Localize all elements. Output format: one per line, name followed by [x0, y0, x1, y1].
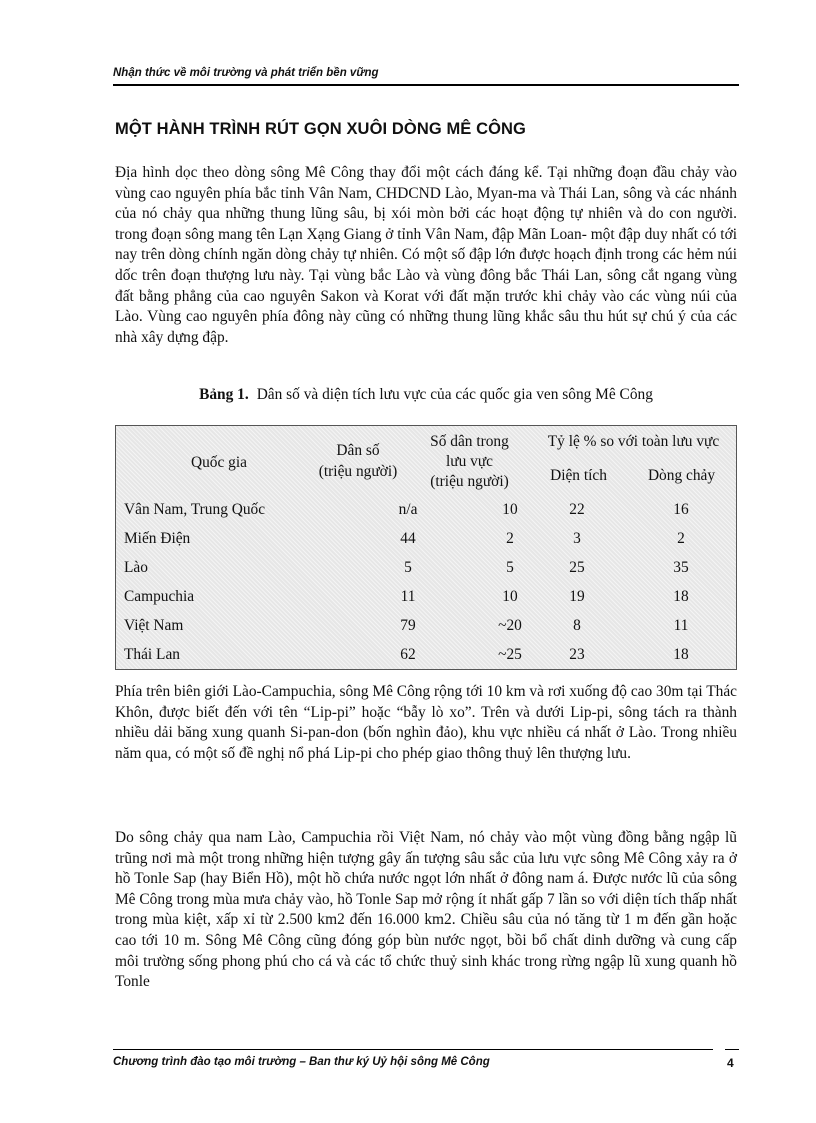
- cell-country: Lào: [124, 559, 148, 576]
- cell-population: 79: [400, 617, 416, 634]
- header-flow: Dòng chảy: [647, 467, 716, 484]
- paragraph-khone-falls: Phía trên biên giới Lào-Campuchia, sông Mê Công rộng tới 10 km và rơi xuống độ cao 30m tại Thác Khôn, được biết đến với tên “Lip-pi” hoặc “bẫy lò xo”. Trên và dưới Lip-pi, sông tách ra thành nhiều dải băng xung quanh Si-pan-don (bốn nghìn đảo), khu vực nhiều cá nhất ở Lào. Trong nhiều năm qua, có một số đề nghị nổ phá Lip-pi cho phép giao thông thuỷ lên thượng lưu.: [115, 683, 737, 762]
- running-footer: Chương trình đào tạo môi trường – Ban thư ký Uỷ hội sông Mê Công: [113, 1056, 490, 1068]
- table-caption-text: Dân số và diện tích lưu vực của các quốc gia ven sông Mê Công: [256, 386, 653, 403]
- cell-basin-population: ~20: [498, 617, 522, 634]
- header-ratio: Tỷ lệ % so với toàn lưu vực: [547, 433, 720, 450]
- section-title: MỘT HÀNH TRÌNH RÚT GỌN XUÔI DÒNG MÊ CÔNG: [115, 120, 526, 138]
- paragraph-intro: Địa hình dọc theo dòng sông Mê Công thay đổi một cách đáng kể. Tại những đoạn đầu chảy vào vùng cao nguyên phía bắc tỉnh Vân Nam, CHDCND Lào, Myan-ma và Thái Lan, sông và các nhánh của nó chảy qua những thung lũng sâu, bị xói mòn bởi các hoạt động tự nhiên và do con người. trong đoạn sông mang tên Lạn Xạng Giang ở tỉnh Vân Nam, đập Mãn Loan- một đập duy nhất có tới nay trên dòng chính ngăn dòng chảy tự nhiên. Có một số đập lớn được hoạch định trong các hẻm núi dốc trên đoạn thượng lưu này. Tại vùng bắc Lào và vùng đông bắc Thái Lan, sông cắt ngang vùng đất bằng phẳng của cao nguyên Sakon và Korat với đất mặn trước khi chảy vào các vùng núi của Lào. Vùng cao nguyên phía đông này cũng có những thung lũng khắc sâu thu hút sự chú ý của các nhà xây dựng đập.: [115, 164, 737, 346]
- cell-flow: 11: [673, 617, 689, 634]
- cell-area: 23: [569, 646, 585, 663]
- table-row: [116, 646, 736, 675]
- cell-area: 3: [573, 530, 581, 547]
- table-row: [116, 530, 736, 559]
- cell-population: 44: [400, 530, 416, 547]
- table-caption: [115, 386, 737, 404]
- table-row: [116, 617, 736, 646]
- cell-flow: 18: [673, 588, 689, 605]
- population-table: [115, 425, 737, 670]
- cell-population: n/a: [398, 501, 418, 518]
- cell-population: 62: [400, 646, 416, 663]
- paragraph-tonle-sap: Do sông chảy qua nam Lào, Campuchia rồi Việt Nam, nó chảy vào một vùng đồng bằng ngập lũ trũng nơi mà một trong những hiện tượng gây ấn tượng sâu sắc của lưu vực sông Mê Công xảy ra ở hồ Tonle Sap (hay Biển Hồ), một hồ chứa nước ngọt lớn nhất ở đông nam á. Được nước lũ của sông Mê Công trong mùa mưa chảy vào, hồ Tonle Sap mở rộng ít nhất gấp 7 lần so với diện tích thấp nhất trong mùa kiệt, xấp xỉ từ 2.500 km2 đến 16.000 km2. Chiều sâu của nó tăng từ 1 m đến gần hoặc cao tới 10 m. Sông Mê Công cũng đóng góp bùn nước ngọt, bồi bổ chất dinh dưỡng và cung cấp môi trường sống phong phú cho cá và các tổ chức thuỷ sinh khác trong rừng ngập lũ xung quanh hồ Tonle: [115, 829, 737, 991]
- cell-country: Thái Lan: [124, 646, 180, 663]
- header-population-line2: (triệu người): [318, 463, 398, 480]
- cell-population: 5: [404, 559, 412, 576]
- header-population-line1: Dân số: [336, 442, 380, 459]
- cell-area: 22: [569, 501, 585, 518]
- cell-area: 8: [573, 617, 581, 634]
- cell-population: 11: [400, 588, 416, 605]
- header-basin-line3: (triệu người): [430, 473, 509, 490]
- cell-basin-population: 10: [502, 501, 518, 518]
- table-row: [116, 588, 736, 617]
- cell-basin-population: 2: [506, 530, 514, 547]
- cell-area: 25: [569, 559, 585, 576]
- cell-flow: 18: [673, 646, 689, 663]
- cell-basin-population: ~25: [498, 646, 522, 663]
- cell-basin-population: 10: [502, 588, 518, 605]
- table-row: [116, 501, 736, 530]
- header-basin-line2: lưu vực: [445, 453, 494, 470]
- cell-flow: 16: [673, 501, 689, 518]
- cell-flow: 35: [673, 559, 689, 576]
- table-row: [116, 559, 736, 588]
- header-basin-line1: Số dân trong: [430, 433, 509, 450]
- header-area: Diện tích: [550, 467, 607, 484]
- table-caption-label: Bảng 1.: [199, 386, 249, 403]
- page-number: 4: [727, 1056, 734, 1070]
- cell-country: Vân Nam, Trung Quốc: [124, 501, 266, 518]
- cell-area: 19: [569, 588, 585, 605]
- cell-country: Việt Nam: [124, 617, 184, 634]
- footer-divider: [113, 1049, 713, 1050]
- running-header: Nhận thức về môi trường và phát triển bền vững: [113, 67, 739, 86]
- header-country: Quốc gia: [191, 454, 247, 471]
- cell-basin-population: 5: [506, 559, 514, 576]
- footer-divider-page: [725, 1049, 739, 1050]
- cell-country: Campuchia: [124, 588, 195, 605]
- cell-country: Miến Điện: [124, 530, 191, 547]
- cell-flow: 2: [677, 530, 685, 547]
